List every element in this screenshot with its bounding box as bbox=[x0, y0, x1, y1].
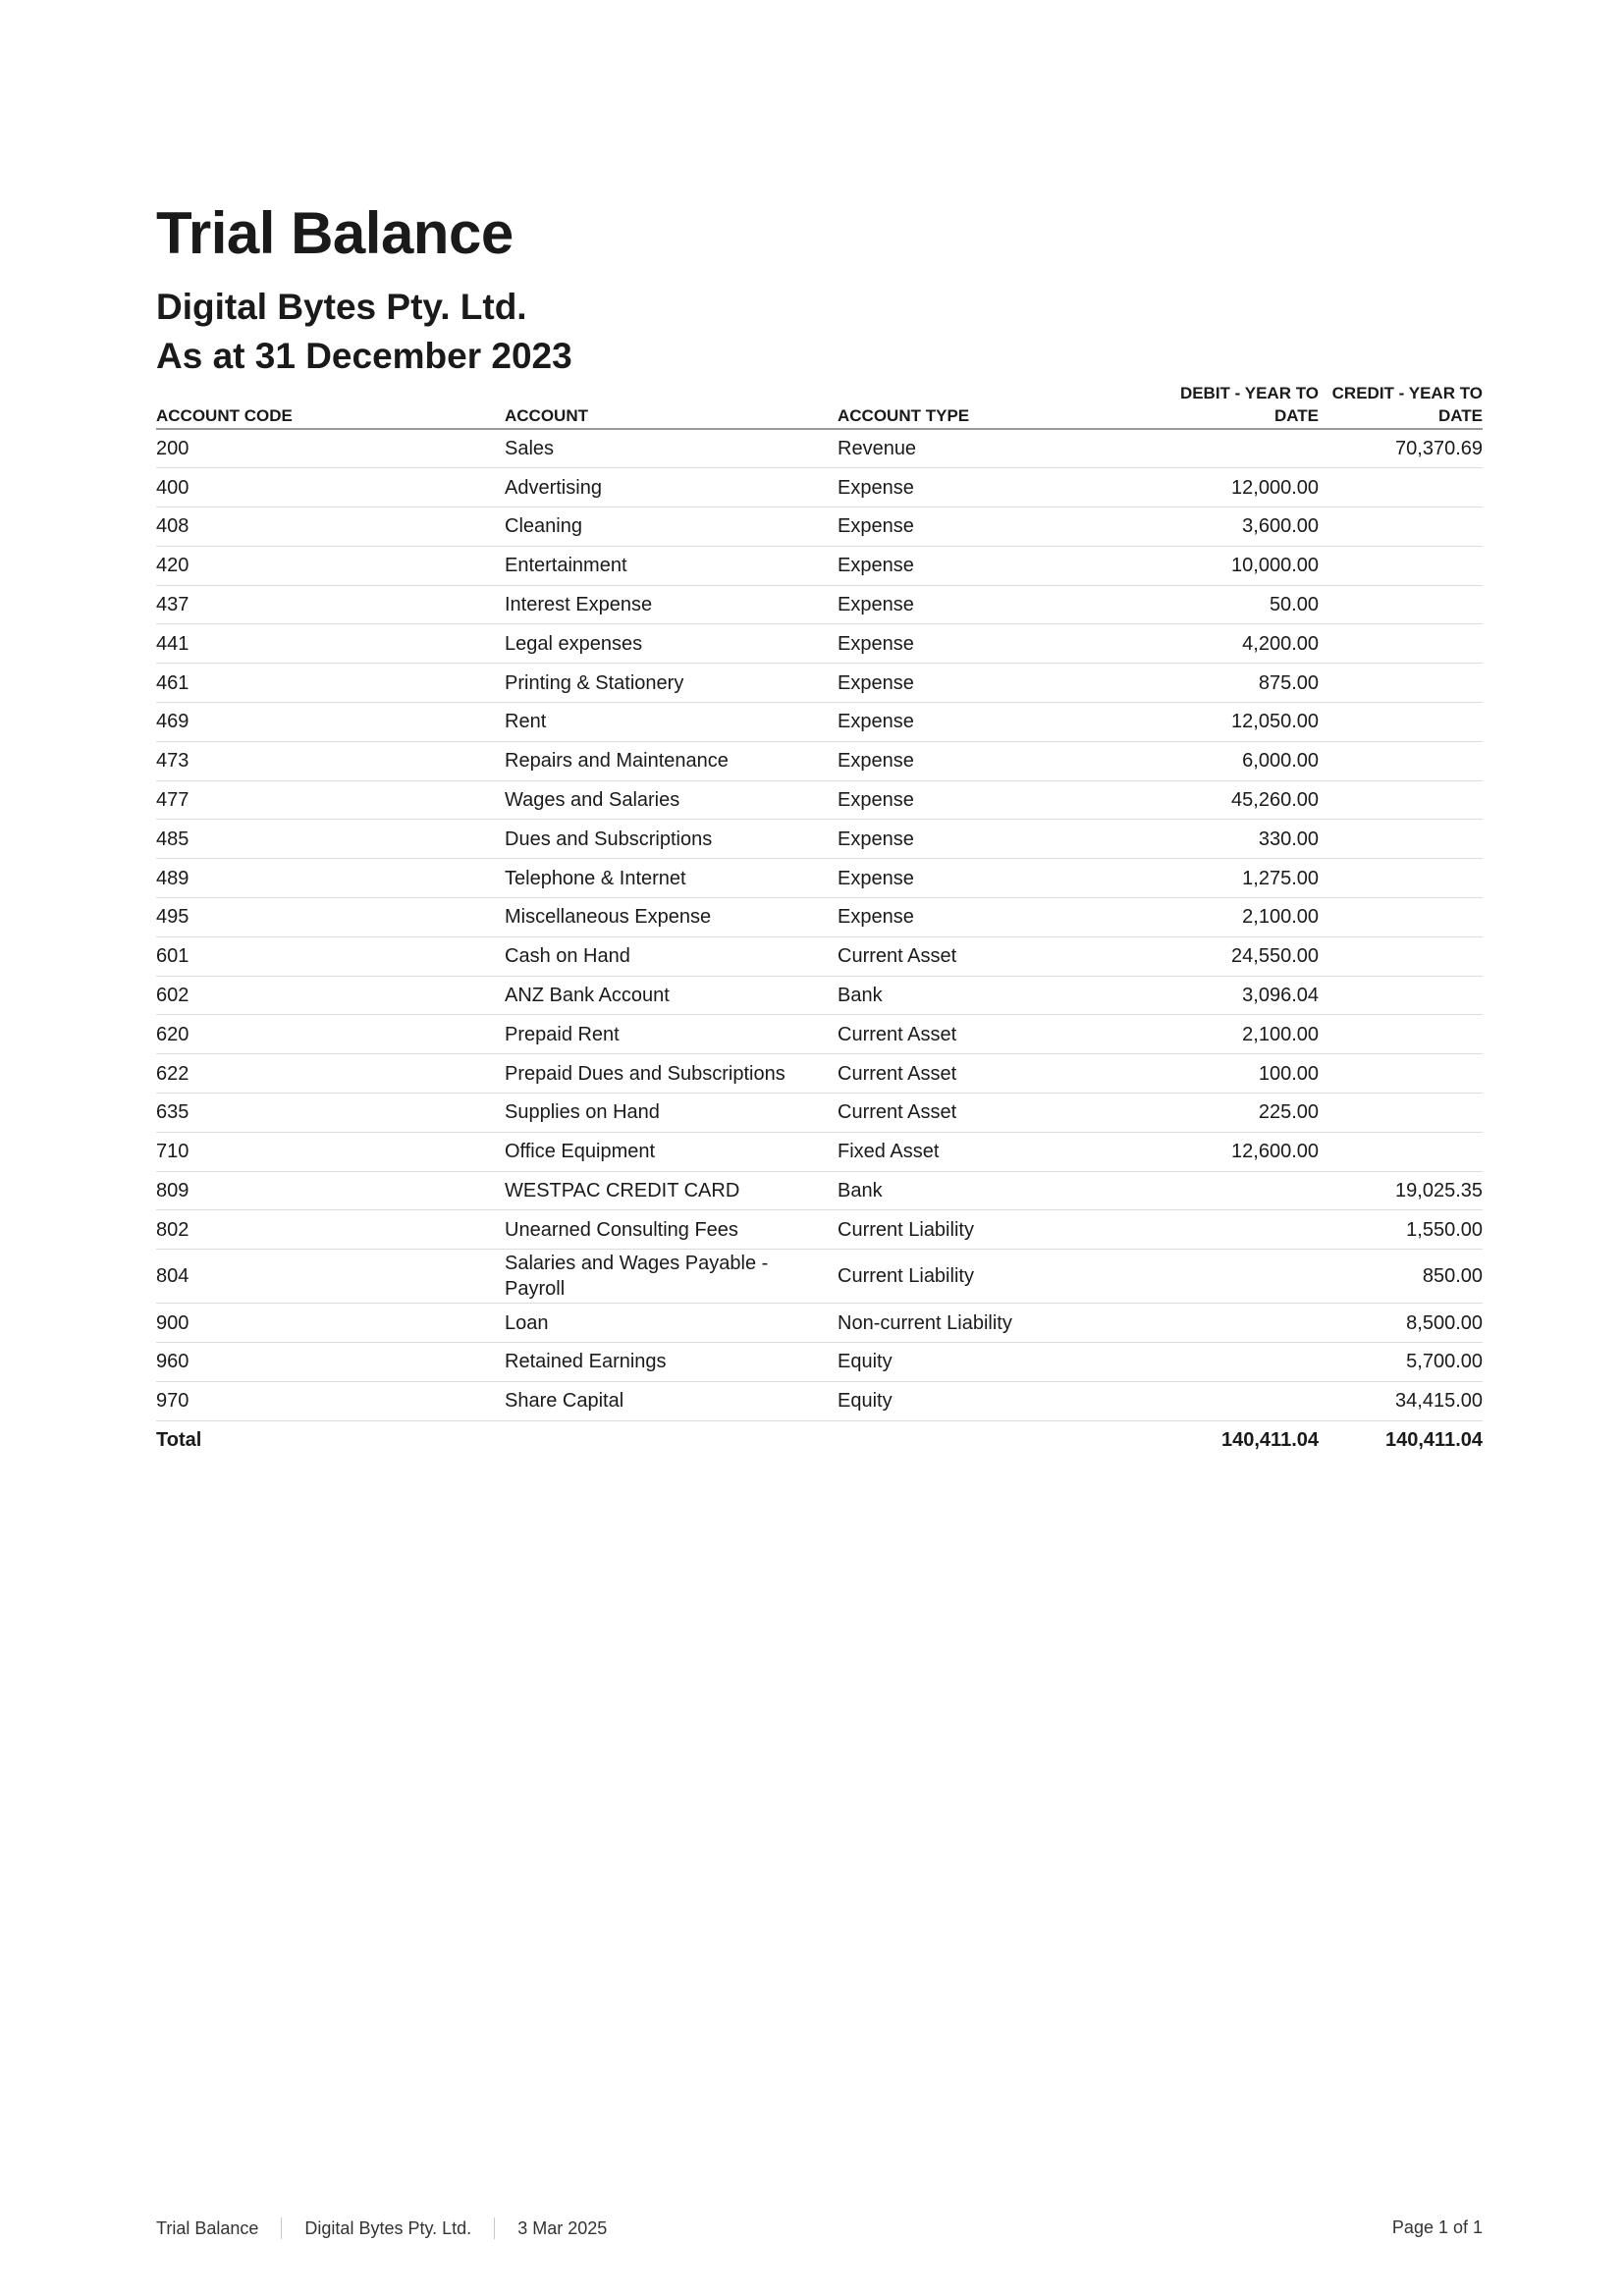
cell-account: Repairs and Maintenance bbox=[505, 741, 838, 780]
total-row bbox=[156, 1420, 1483, 1460]
total-spacer bbox=[505, 1420, 838, 1460]
cell-account-code: 473 bbox=[156, 741, 505, 780]
cell-account: Salaries and Wages Payable - Payroll bbox=[505, 1250, 838, 1304]
footer-page-number: Page 1 of 1 bbox=[1391, 2217, 1483, 2237]
cell-account-code: 489 bbox=[156, 859, 505, 898]
cell-account-code: 408 bbox=[156, 507, 505, 547]
cell-credit: 8,500.00 bbox=[1319, 1304, 1483, 1343]
cell-account-code: 469 bbox=[156, 703, 505, 742]
cell-credit bbox=[1319, 1094, 1483, 1133]
cell-debit: 3,600.00 bbox=[1139, 507, 1319, 547]
cell-credit bbox=[1319, 1132, 1483, 1171]
table-row bbox=[156, 1054, 1483, 1094]
table-header-row bbox=[156, 381, 1483, 429]
cell-account-code: 804 bbox=[156, 1250, 505, 1304]
header-credit-line2: DATE bbox=[1437, 406, 1483, 425]
header-debit bbox=[1139, 381, 1319, 429]
cell-credit: 1,550.00 bbox=[1319, 1210, 1483, 1250]
table-row bbox=[156, 1304, 1483, 1343]
cell-debit: 45,260.00 bbox=[1139, 780, 1319, 820]
cell-account-type: Current Liability bbox=[838, 1210, 1139, 1250]
cell-account-type: Expense bbox=[838, 507, 1139, 547]
table-row bbox=[156, 585, 1483, 624]
table-row bbox=[156, 1343, 1483, 1382]
table-row bbox=[156, 976, 1483, 1015]
header-account-type: ACCOUNT TYPE bbox=[838, 381, 1139, 429]
cell-debit bbox=[1139, 1250, 1319, 1304]
cell-credit: 70,370.69 bbox=[1319, 429, 1483, 468]
cell-account: Loan bbox=[505, 1304, 838, 1343]
cell-debit: 330.00 bbox=[1139, 820, 1319, 859]
cell-account-type: Expense bbox=[838, 780, 1139, 820]
cell-account-type: Expense bbox=[838, 585, 1139, 624]
table-row bbox=[156, 936, 1483, 976]
cell-account-type: Fixed Asset bbox=[838, 1132, 1139, 1171]
table-row bbox=[156, 1132, 1483, 1171]
cell-credit bbox=[1319, 741, 1483, 780]
cell-account-type: Current Asset bbox=[838, 1015, 1139, 1054]
cell-account: Interest Expense bbox=[505, 585, 838, 624]
cell-debit: 12,600.00 bbox=[1139, 1132, 1319, 1171]
footer-date: 3 Mar 2025 bbox=[517, 2218, 608, 2239]
cell-account: ANZ Bank Account bbox=[505, 976, 838, 1015]
total-debit: 140,411.04 bbox=[1221, 1429, 1319, 1452]
table-row bbox=[156, 1171, 1483, 1210]
table-row bbox=[156, 780, 1483, 820]
cell-account: Dues and Subscriptions bbox=[505, 820, 838, 859]
table-row bbox=[156, 820, 1483, 859]
cell-debit bbox=[1139, 1210, 1319, 1250]
cell-account: Legal expenses bbox=[505, 624, 838, 664]
total-credit: 140,411.04 bbox=[1385, 1429, 1483, 1452]
cell-debit bbox=[1139, 429, 1319, 468]
cell-account: Entertainment bbox=[505, 546, 838, 585]
table-row bbox=[156, 624, 1483, 664]
cell-account-code: 809 bbox=[156, 1171, 505, 1210]
total-spacer bbox=[838, 1420, 1139, 1460]
cell-credit: 34,415.00 bbox=[1319, 1381, 1483, 1420]
cell-debit: 875.00 bbox=[1139, 664, 1319, 703]
table-row bbox=[156, 1250, 1483, 1304]
cell-credit bbox=[1319, 546, 1483, 585]
cell-account: Cash on Hand bbox=[505, 936, 838, 976]
report-title: Trial Balance bbox=[156, 200, 514, 266]
cell-account: Cleaning bbox=[505, 507, 838, 547]
cell-account-type: Expense bbox=[838, 546, 1139, 585]
table-row bbox=[156, 1015, 1483, 1054]
cell-account: Advertising bbox=[505, 468, 838, 507]
cell-account-type: Bank bbox=[838, 976, 1139, 1015]
cell-account: Retained Earnings bbox=[505, 1343, 838, 1382]
cell-credit: 850.00 bbox=[1319, 1250, 1483, 1304]
cell-account: Prepaid Dues and Subscriptions bbox=[505, 1054, 838, 1094]
cell-credit bbox=[1319, 898, 1483, 937]
cell-account-code: 400 bbox=[156, 468, 505, 507]
cell-debit: 225.00 bbox=[1139, 1094, 1319, 1133]
table-row bbox=[156, 468, 1483, 507]
table-body bbox=[156, 429, 1483, 1420]
cell-credit bbox=[1319, 624, 1483, 664]
cell-credit bbox=[1319, 780, 1483, 820]
cell-account-code: 485 bbox=[156, 820, 505, 859]
cell-account-type: Expense bbox=[838, 468, 1139, 507]
footer-divider bbox=[494, 2217, 495, 2239]
header-debit-line1: DEBIT - YEAR TO bbox=[1179, 384, 1319, 402]
cell-account-code: 620 bbox=[156, 1015, 505, 1054]
total-label: Total bbox=[156, 1429, 202, 1452]
header-credit bbox=[1319, 381, 1483, 429]
cell-account-code: 710 bbox=[156, 1132, 505, 1171]
cell-account-code: 900 bbox=[156, 1304, 505, 1343]
cell-credit bbox=[1319, 664, 1483, 703]
table-row bbox=[156, 664, 1483, 703]
page-footer bbox=[156, 2215, 1483, 2240]
cell-debit bbox=[1139, 1171, 1319, 1210]
cell-debit: 3,096.04 bbox=[1139, 976, 1319, 1015]
cell-account-code: 635 bbox=[156, 1094, 505, 1133]
cell-debit: 24,550.00 bbox=[1139, 936, 1319, 976]
cell-account-type: Current Liability bbox=[838, 1250, 1139, 1304]
cell-account-code: 602 bbox=[156, 976, 505, 1015]
cell-credit bbox=[1319, 1054, 1483, 1094]
footer-organisation: Digital Bytes Pty. Ltd. bbox=[304, 2218, 472, 2239]
cell-account-type: Expense bbox=[838, 859, 1139, 898]
cell-account: Telephone & Internet bbox=[505, 859, 838, 898]
cell-account-type: Equity bbox=[838, 1343, 1139, 1382]
table-row bbox=[156, 429, 1483, 468]
report-date: As at 31 December 2023 bbox=[156, 336, 572, 376]
cell-account-code: 441 bbox=[156, 624, 505, 664]
header-debit-line2: DATE bbox=[1273, 406, 1319, 425]
cell-debit: 10,000.00 bbox=[1139, 546, 1319, 585]
cell-debit: 2,100.00 bbox=[1139, 1015, 1319, 1054]
cell-account-type: Expense bbox=[838, 741, 1139, 780]
cell-debit: 50.00 bbox=[1139, 585, 1319, 624]
organisation-name: Digital Bytes Pty. Ltd. bbox=[156, 287, 527, 327]
cell-credit bbox=[1319, 976, 1483, 1015]
cell-account: Office Equipment bbox=[505, 1132, 838, 1171]
table-row bbox=[156, 1094, 1483, 1133]
cell-account-code: 200 bbox=[156, 429, 505, 468]
cell-account-code: 960 bbox=[156, 1343, 505, 1382]
table-row bbox=[156, 1210, 1483, 1250]
cell-account: Prepaid Rent bbox=[505, 1015, 838, 1054]
cell-debit: 12,000.00 bbox=[1139, 468, 1319, 507]
table-row bbox=[156, 703, 1483, 742]
header-credit-line1: CREDIT - YEAR TO bbox=[1331, 384, 1483, 402]
cell-debit bbox=[1139, 1381, 1319, 1420]
cell-account-type: Expense bbox=[838, 820, 1139, 859]
cell-account-type: Current Asset bbox=[838, 1094, 1139, 1133]
cell-account-type: Current Asset bbox=[838, 1054, 1139, 1094]
cell-account: Printing & Stationery bbox=[505, 664, 838, 703]
cell-account-type: Expense bbox=[838, 624, 1139, 664]
table-row bbox=[156, 859, 1483, 898]
cell-account-type: Current Asset bbox=[838, 936, 1139, 976]
cell-credit: 19,025.35 bbox=[1319, 1171, 1483, 1210]
header-account: ACCOUNT bbox=[505, 381, 838, 429]
cell-account-code: 622 bbox=[156, 1054, 505, 1094]
footer-divider bbox=[281, 2217, 282, 2239]
cell-account: Sales bbox=[505, 429, 838, 468]
cell-credit bbox=[1319, 859, 1483, 898]
cell-credit: 5,700.00 bbox=[1319, 1343, 1483, 1382]
cell-account-type: Expense bbox=[838, 664, 1139, 703]
cell-account-type: Non-current Liability bbox=[838, 1304, 1139, 1343]
cell-debit: 6,000.00 bbox=[1139, 741, 1319, 780]
cell-account: Unearned Consulting Fees bbox=[505, 1210, 838, 1250]
cell-credit bbox=[1319, 585, 1483, 624]
cell-credit bbox=[1319, 1015, 1483, 1054]
table-row bbox=[156, 546, 1483, 585]
cell-debit: 100.00 bbox=[1139, 1054, 1319, 1094]
cell-account: Miscellaneous Expense bbox=[505, 898, 838, 937]
trial-balance-table bbox=[156, 381, 1483, 1460]
cell-account-type: Equity bbox=[838, 1381, 1139, 1420]
cell-debit: 1,275.00 bbox=[1139, 859, 1319, 898]
cell-account: Share Capital bbox=[505, 1381, 838, 1420]
cell-credit bbox=[1319, 507, 1483, 547]
cell-debit: 4,200.00 bbox=[1139, 624, 1319, 664]
header-account-code: ACCOUNT CODE bbox=[156, 381, 505, 429]
cell-account-code: 601 bbox=[156, 936, 505, 976]
cell-account-code: 461 bbox=[156, 664, 505, 703]
cell-account: Rent bbox=[505, 703, 838, 742]
cell-account-type: Expense bbox=[838, 898, 1139, 937]
cell-account: Wages and Salaries bbox=[505, 780, 838, 820]
cell-credit bbox=[1319, 468, 1483, 507]
cell-account-code: 477 bbox=[156, 780, 505, 820]
footer-report-name: Trial Balance bbox=[156, 2218, 259, 2239]
cell-credit bbox=[1319, 703, 1483, 742]
cell-account-type: Expense bbox=[838, 703, 1139, 742]
cell-credit bbox=[1319, 820, 1483, 859]
cell-debit bbox=[1139, 1304, 1319, 1343]
cell-account-code: 437 bbox=[156, 585, 505, 624]
cell-account: Supplies on Hand bbox=[505, 1094, 838, 1133]
cell-account-type: Bank bbox=[838, 1171, 1139, 1210]
cell-account-code: 970 bbox=[156, 1381, 505, 1420]
cell-credit bbox=[1319, 936, 1483, 976]
cell-account-type: Revenue bbox=[838, 429, 1139, 468]
cell-account-code: 420 bbox=[156, 546, 505, 585]
table-row bbox=[156, 507, 1483, 547]
cell-debit: 2,100.00 bbox=[1139, 898, 1319, 937]
cell-account-code: 802 bbox=[156, 1210, 505, 1250]
cell-account-code: 495 bbox=[156, 898, 505, 937]
cell-account: WESTPAC CREDIT CARD bbox=[505, 1171, 838, 1210]
table-row bbox=[156, 741, 1483, 780]
cell-debit: 12,050.00 bbox=[1139, 703, 1319, 742]
cell-debit bbox=[1139, 1343, 1319, 1382]
table-row bbox=[156, 898, 1483, 937]
table-row bbox=[156, 1381, 1483, 1420]
